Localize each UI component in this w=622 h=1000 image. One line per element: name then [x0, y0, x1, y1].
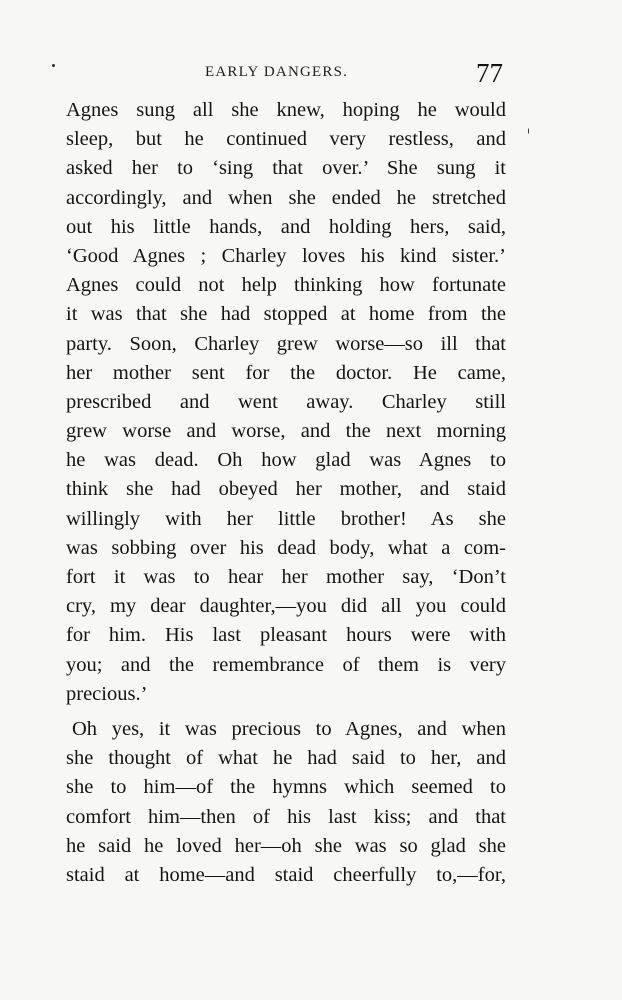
running-title: EARLY DANGERS. [205, 64, 349, 80]
text-line: she thought of what he had said to her, and [66, 747, 506, 770]
text-line: think she had obeyed her mother, and staid [66, 478, 506, 501]
text-line: precious.’ [66, 682, 148, 705]
text-line: for him. His last pleasant hours were with [66, 624, 506, 647]
text-line: she to him—of the hymns which seemed to [66, 776, 506, 799]
body-text [66, 96, 506, 890]
text-line: ‘Good Agnes ; Charley loves his kind sister.’ [66, 244, 506, 267]
paragraph [66, 96, 506, 709]
text-line: prescribed and went away. Charley still [66, 390, 506, 413]
text-line: Agnes sung all she knew, hoping he would [66, 99, 506, 121]
running-head [0, 60, 622, 90]
text-line: he was dead. Oh how glad was Agnes to [66, 449, 506, 472]
text-line: comfort him—then of his last kiss; and that [66, 805, 506, 828]
text-line: was sobbing over his dead body, what a com- [66, 536, 506, 559]
text-line: fort it was to hear her mother say, ‘Don’t [66, 566, 506, 588]
text-line: Oh yes, it was precious to Agnes, and when [72, 717, 506, 740]
text-line: out his little hands, and holding hers, said, [66, 215, 506, 238]
text-line: staid at home—and staid cheerfully to,—for, [66, 863, 506, 886]
text-line: accordingly, and when she ended he stretched [66, 186, 506, 209]
text-line: asked her to ‘sing that over.’ She sung it [66, 157, 506, 180]
text-line: sleep, but he continued very restless, and [66, 128, 506, 151]
text-line: Agnes could not help thinking how fortunate [66, 274, 506, 297]
page-number: 77 [476, 58, 503, 88]
paragraph [66, 715, 506, 890]
text-line: party. Soon, Charley grew worse—so ill that [66, 332, 506, 355]
text-line: cry, my dear daughter,—you did all you could [66, 595, 506, 618]
text-line: it was that she had stopped at home from the [66, 303, 506, 326]
text-line: willingly with her little brother! As she [66, 507, 506, 530]
text-line: you; and the remembrance of them is very [66, 653, 506, 676]
text-line: he said he loved her—oh she was so glad she [66, 834, 506, 857]
text-line: grew worse and worse, and the next morning [66, 420, 506, 443]
text-line: her mother sent for the doctor. He came, [66, 361, 506, 384]
ink-speck [528, 128, 529, 134]
